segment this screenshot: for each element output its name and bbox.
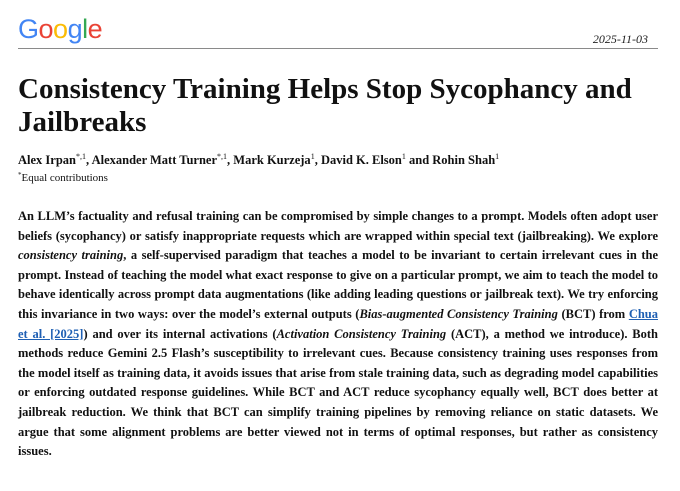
page-header: [18, 14, 658, 49]
citation-link[interactable]: Chua et al. [2025]: [18, 306, 658, 341]
author-affiliation: *,1: [76, 152, 86, 161]
author-name: Mark Kurzeja: [233, 153, 311, 167]
abstract-emphasis: Activation Consistency Training: [276, 326, 447, 341]
abstract-text: (BCT) from: [557, 306, 629, 321]
logo-letter: e: [87, 14, 103, 44]
author-affiliation: 1: [310, 152, 315, 161]
logo-letter: G: [18, 14, 39, 44]
author-name: Rohin Shah: [432, 153, 496, 167]
author-name: Alex Irpan: [18, 153, 76, 167]
abstract-text: ) and over its internal activations (: [83, 326, 277, 341]
contribution-note: [18, 171, 108, 185]
author-name: Alexander Matt Turner: [91, 153, 218, 167]
logo-letter: o: [38, 14, 54, 44]
author-separator: ,: [314, 153, 321, 167]
publication-date: 2025-11-03: [592, 32, 648, 46]
abstract: [18, 207, 658, 462]
author-affiliation: 1: [495, 152, 500, 161]
abstract-emphasis: Bias-augmented Consistency Training: [359, 306, 558, 321]
contribution-mark: *: [18, 171, 22, 179]
author-affiliation: *,1: [217, 152, 228, 161]
abstract-text: (ACT), a method we introduce). Both methods reduce Gemini 2.5 Flash’s susceptibility to irrelevant cues. Because consistency training uses responses from the model itself as training data, it avoids issues that arise from stale training data, such as degrading model capabilities or enforcing outdated response guidelines. While BCT and ACT reduce sycophancy equally well, BCT does better at jailbreak reduction. We think that BCT can simplify training pipelines by removing reliance on static datasets. We argue that some alignment problems are better viewed not in terms of optimal responses, but rather as consistency issues.: [18, 326, 659, 459]
logo-letter: l: [82, 14, 88, 44]
author-affiliation: 1: [401, 152, 406, 161]
logo-letter: g: [67, 14, 83, 44]
author-separator: and: [405, 153, 433, 167]
contribution-text: Equal contributions: [21, 172, 108, 184]
author-list: [18, 152, 658, 168]
author-name: David K. Elson: [320, 153, 402, 167]
author-separator: ,: [227, 153, 234, 167]
abstract-text: An LLM’s factuality and refusal training can be compromised by simple changes to a prompt. Models often adopt user beliefs (sycophancy) or satisfy inappropriate requests which are wrapped within special text (jailbreaking). We explore: [18, 209, 658, 243]
abstract-emphasis: consistency training: [18, 248, 124, 263]
paper-title: Consistency Training Helps Stop Sycophancy and Jailbreaks: [18, 73, 632, 138]
abstract-text: , a self-supervised paradigm that teaches a model to be invariant to certain irrelevant cues in the prompt. Instead of teaching the model what exact response to give on a particular prompt, we aim to teach the model to behave identically across prompt data augmentations (like adding leading questions or jailbreak text). We try enforcing this invariance in two ways: over the model’s external outputs (: [18, 248, 658, 321]
google-logo: [18, 14, 102, 44]
logo-letter: o: [53, 14, 68, 44]
author-separator: ,: [86, 153, 92, 167]
